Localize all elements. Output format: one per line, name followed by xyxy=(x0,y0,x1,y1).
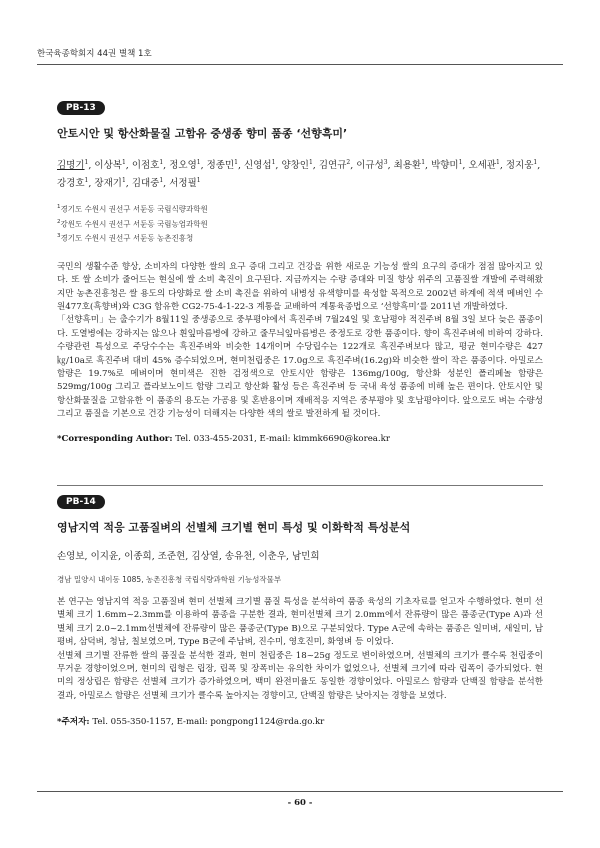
author-affiliation-mark: 1 xyxy=(159,159,164,166)
corresponding-label: *주저자: xyxy=(57,717,90,728)
author-name-text: 오세관 xyxy=(468,160,496,172)
author-name xyxy=(124,551,152,562)
author-affiliation-mark: 1 xyxy=(121,177,126,185)
author-name xyxy=(132,160,163,171)
corresponding-label: *Corresponding Author: xyxy=(57,433,173,444)
author-affiliation-mark: 1 xyxy=(84,177,89,185)
abstract-badge: PB-14 xyxy=(57,495,105,509)
abstract-pb14 xyxy=(57,489,543,727)
author-name-text: 양창인 xyxy=(281,160,309,172)
author-name xyxy=(57,160,88,171)
affiliation-text: 강원도 수원시 권선구 서둔동 국립농업과학원 xyxy=(60,219,208,229)
author-name-text: 김대중 xyxy=(131,178,160,190)
author-affiliation-mark: 1 xyxy=(196,177,201,185)
author-name-text: 송유천 xyxy=(224,551,253,562)
author-name xyxy=(506,160,537,171)
author-affiliation-mark: 1 xyxy=(533,159,538,166)
abstract-body xyxy=(57,261,543,422)
header-rule xyxy=(37,64,563,65)
author-name-text: 이점호 xyxy=(131,160,160,172)
author-name xyxy=(394,160,425,171)
author-name-text: 김연규 xyxy=(318,160,347,172)
author-name xyxy=(191,551,219,562)
footer-rule xyxy=(37,791,563,792)
corresponding-contact: Tel. 055-350-1157, E-mail: pongpong1124@rda.go.kr xyxy=(92,717,325,728)
author-name xyxy=(169,160,200,171)
author-affiliation-mark: 1 xyxy=(421,159,426,166)
author-list: 김명기$^1$, 이상복$^1$, 이점호$^1$, 정오영$^1$, 정종민$^1$, 신영섭$^1$, 양창인$^1$, 김연규$^2$, 이규성$^3$, 최용환$^1$, 박향미$^1$, 오세관$^1$, 정지웅$^1$, 강경호$^1$, 장재기$^1$, 김대중$^1$, 서정필$^1$ xyxy=(57,159,541,190)
author-name xyxy=(258,551,286,562)
author-name xyxy=(468,160,499,171)
author-name xyxy=(319,160,350,171)
author-name-text: 이종희 xyxy=(124,551,152,562)
abstract-paragraph: 선별체 크기별 잔류한 쌀의 품질을 분석한 결과, 현미 천립중은 18~25g 정도로 변이하였으며, 선별체의 크기가 클수록 천립중이 무거운 경향이었으며, 현미의 립형은 립장, 립폭 및 장폭비는 유의한 차이가 없었으나, 선별체 크기에 따라 립폭이 증가되었다. 현미의 정상립은 함량은 선별체 크기가 증가하였으며, 백미 완전미율도 동일한 경향이었다. 아밀로스 함량과 단백질 함량을 분석한 결과, 아밀로스 함량은 선별체 크기가 클수록 높아지는 경향이고, 단백질 함량은 낮아지는 경향을 보였다. xyxy=(57,650,543,701)
affiliation-line xyxy=(57,201,543,216)
author-name-text: 신영섭 xyxy=(244,160,272,172)
author-name-text: 이지윤 xyxy=(90,551,119,562)
affiliation-text: 경기도 수원시 권선구 서둔동 농촌진흥청 xyxy=(60,233,194,243)
affiliation-mark: 3 xyxy=(57,233,61,240)
abstract-paragraph: 본 연구는 영남지역 적응 고품질벼 현미 선별체 크기별 품질 특성을 분석하여 품종 육성의 기초자료를 얻고자 수행하였다. 현미 선별체 크기 1.6mm~2.3mm를 이용하여 품종을 구분한 결과, 현미선별체 크기 2.0mm에서 잔류량이 많은 품종군(Type A)과 선별체 크기 2.0~2.1mm선별체에 잔류량이 많은 품종군(Type B)으로 구분되었다. Type A군에 속하는 품종은 일미벼, 새일미, 남평벼, 삼덕벼, 청남, 칠보였으며, Type B군에 주남벼, 진수미, 영호진미, 화영벼 등 이었다. xyxy=(57,597,543,648)
author-affiliation-mark: 1 xyxy=(234,159,238,166)
author-name xyxy=(169,178,200,189)
corresponding-author xyxy=(57,715,543,727)
author-name-text: 정오영 xyxy=(169,160,197,172)
author-affiliation-mark: 1 xyxy=(196,159,201,166)
author-name-text: 김상열 xyxy=(191,551,219,562)
author-affiliation-mark: 3 xyxy=(383,159,388,166)
affiliation-line xyxy=(57,216,543,231)
corresponding-author xyxy=(57,434,543,444)
section-divider xyxy=(57,485,543,486)
author-name xyxy=(91,551,119,562)
author-name xyxy=(356,160,387,171)
abstract-body xyxy=(57,596,543,703)
affiliation-list xyxy=(57,574,543,586)
affiliation-text: 경기도 수원시 권선구 서둔동 국립식량과학원 xyxy=(60,204,208,214)
abstract-title: 안토시안 및 항산화물질 고함유 중생종 향미 품종 ‘선향흑미’ xyxy=(57,127,348,140)
author-name-text: 조준현 xyxy=(157,551,186,562)
author-affiliation-mark: 1 xyxy=(84,159,89,166)
author-name-text: 이춘우 xyxy=(258,551,286,562)
author-name-text: 김명기 xyxy=(57,160,85,172)
author-name xyxy=(132,178,163,189)
author-name xyxy=(94,160,125,171)
author-name-text: 손영보 xyxy=(57,551,85,562)
author-name-text: 이상복 xyxy=(94,160,122,172)
author-name xyxy=(207,160,238,171)
author-name xyxy=(225,551,253,562)
affiliation-mark: 1 xyxy=(57,204,61,211)
abstract-title: 영남지역 적응 고품질벼의 선별체 크기별 현미 특성 및 이화학적 특성분석 xyxy=(57,521,411,534)
author-name xyxy=(281,160,312,171)
author-name xyxy=(431,160,462,171)
author-name xyxy=(244,160,275,171)
abstract-pb13 xyxy=(57,95,543,444)
author-affiliation-mark: 1 xyxy=(121,159,126,166)
author-name-text: 장재기 xyxy=(94,178,122,190)
author-name xyxy=(94,178,125,189)
affiliation-list xyxy=(57,201,543,245)
author-list: 손영보, 이지윤, 이종희, 조준현, 김상열, 송유천, 이춘우, 남민희 xyxy=(57,551,320,562)
author-affiliation-mark: 1 xyxy=(458,159,463,166)
affiliation-mark: 2 xyxy=(57,218,61,225)
abstract-paragraph: 「선향흑미」는 출수기가 8월11일 중생종으로 중부평야에서 흑진주벼 7월24일 및 호남평야 적진주벼 8월 3일 보다 늦은 품종이다. 도열병에는 강하지는 않으나 흰잎마름병에 강하고 줄무늬잎마름병은 중정도로 강한 품종이다. 향이 흑진주벼에 비하여 강하다. 수량관련 특성으로 주당수수는 흑진주벼와 비슷한 14개이며 수당립수는 122개로 흑진주벼보다 많고, 평균 현미수량은 427㎏/10a로 흑진주벼 대비 45% 증수되었으며, 현미천립중은 17.0g으로 흑진주벼(16.2g)와 비슷한 쌀이 작은 품종이다. 아밀로스 함량은 19.7%로 메벼이며 현미색은 진한 검정색으로 안토시안 함량은 136mg/100g, 항산화 성분인 폴리페놀 함량은 529mg/100g 그리고 플라보노이드 함량 그리고 항산화 활성 등은 흑진주벼 등 국내 육성 품종에 비해 높은 편이다. 안토시안 및 항산화물질을 고함유한 이 품종의 용도는 가공용 및 혼반용이며 재배적응 지역은 중부평야 및 호남평야이다. 앞으로도 벼는 수량성 그리고 품질을 기본으로 건강 기능성이 더해지는 다양한 색의 쌀로 발전하게 될 것이다. xyxy=(57,315,543,420)
author-name xyxy=(57,551,85,562)
corresponding-contact: Tel. 033-455-2031, E-mail: kimmk6690@korea.kr xyxy=(175,433,390,444)
author-affiliation-mark: 1 xyxy=(159,177,164,185)
author-name xyxy=(158,551,186,562)
author-affiliation-mark: 1 xyxy=(271,159,276,166)
author-name-text: 박향미 xyxy=(431,160,459,172)
abstract-paragraph: 국민의 생활수준 향상, 소비자의 다양한 쌀의 요구 증대 그리고 건강을 위한 새로운 기능성 쌀의 요구의 증대가 점점 많아지고 있다. 또 쌀 소비가 줄어드는 현실에 쌀 소비 촉진이 요구된다. 지금까지는 수량 증대와 미질 향상 위주의 고품질쌀 개발에 주력해왔지만 농촌진흥청은 쌀 용도의 다양화로 쌀 소비 촉진을 위하여 내병성 유색향미를 육성할 목적으로 2002년 하계에 적색 메벼인 수원477호(흑향벼)와 C3G 함유한 CG2-75-4-1-22-3 계통을 교배하여 계통육종법으로 ‘선향흑미’를 2011년 개발하였다. xyxy=(57,261,543,313)
author-name-text: 최용환 xyxy=(393,160,422,172)
author-name-text: 서정필 xyxy=(169,178,197,190)
author-name xyxy=(292,551,320,562)
author-name-text: 정지웅 xyxy=(505,160,534,172)
author-affiliation-mark: 1 xyxy=(496,159,500,166)
affiliation-line xyxy=(57,574,543,586)
abstract-badge: PB-13 xyxy=(57,101,105,115)
author-name xyxy=(57,178,88,189)
page-number: - 60 - xyxy=(287,798,313,808)
author-name-text: 남민희 xyxy=(292,551,320,562)
journal-header: 한국육종학회지 44권 별책 1호 xyxy=(37,49,152,59)
author-name-text: 강경호 xyxy=(57,178,85,190)
author-name-text: 이규성 xyxy=(356,160,384,172)
affiliation-text: 경남 밀양시 내이동 1085, 농촌진흥청 국립식량과학원 기능성작물부 xyxy=(57,575,282,584)
author-affiliation-mark: 1 xyxy=(308,159,313,166)
affiliation-line xyxy=(57,230,543,245)
author-name-text: 정종민 xyxy=(206,160,235,172)
author-affiliation-mark: 2 xyxy=(346,159,351,166)
